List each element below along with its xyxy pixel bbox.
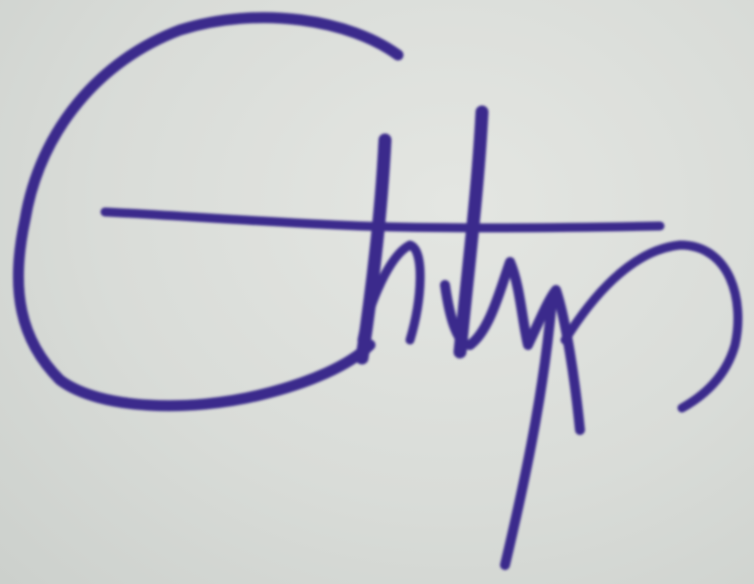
signature-loop-stroke <box>18 18 398 406</box>
signature-right-swoop-stroke <box>565 245 738 408</box>
